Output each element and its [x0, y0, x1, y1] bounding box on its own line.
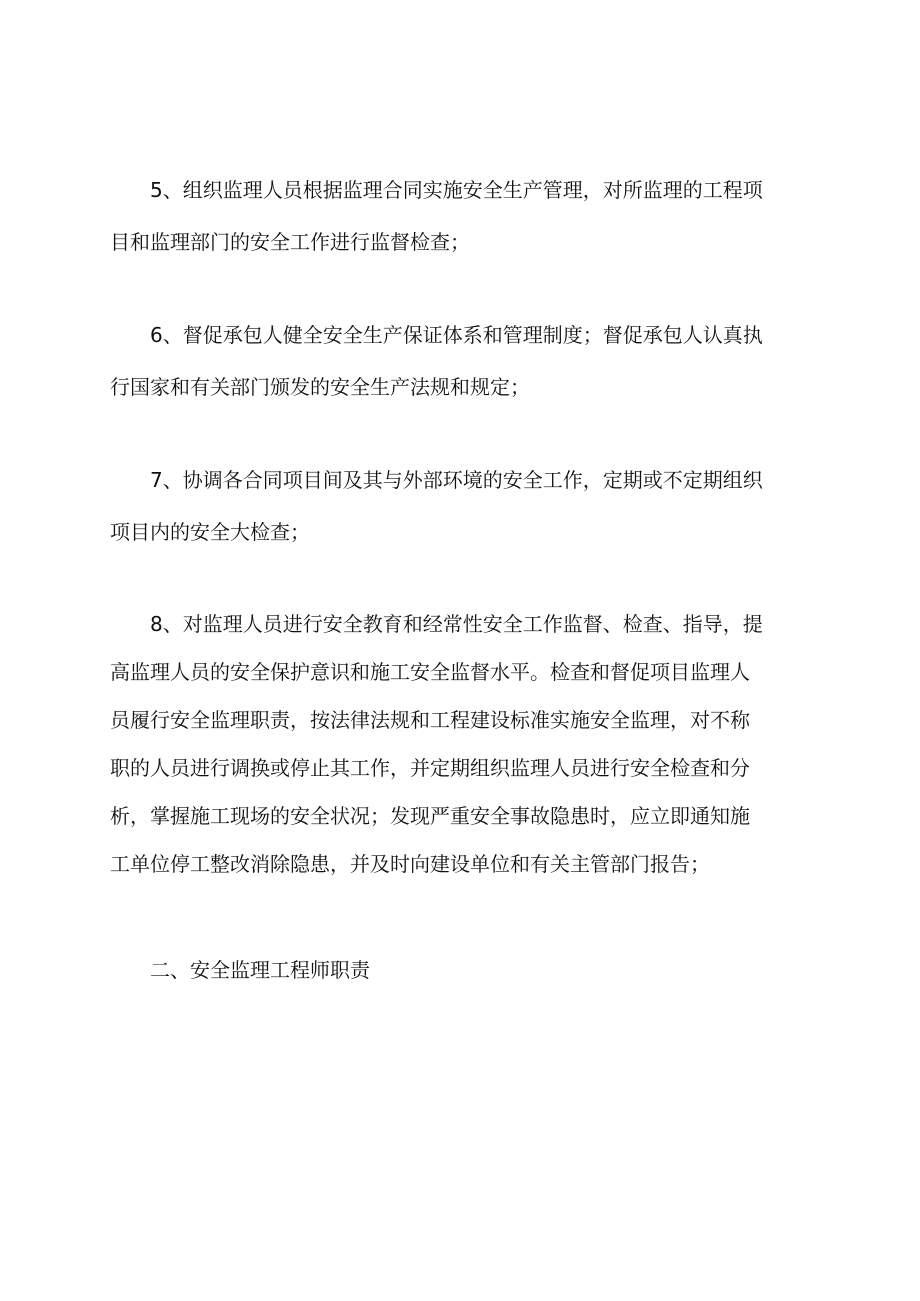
paragraph-line: 目和监理部门的安全工作进行监督检查； — [110, 230, 470, 254]
paragraph-line: 项目内的安全大检查； — [110, 520, 310, 544]
paragraph-line: 员履行安全监理职责，按法律法规和工程建设标准实施安全监理，对不称 — [110, 708, 750, 732]
paragraph-line: 8、对监理人员进行安全教育和经常性安全工作监督、检查、指导，提 — [150, 612, 763, 636]
section-heading: 二、安全监理工程师职责 — [150, 958, 370, 982]
paragraph-line: 高监理人员的安全保护意识和施工安全监督水平。检查和督促项目监理人 — [110, 660, 750, 684]
paragraph-line: 职的人员进行调换或停止其工作，并定期组织监理人员进行安全检查和分 — [110, 756, 750, 780]
paragraph-line: 行国家和有关部门颁发的安全生产法规和规定； — [110, 375, 530, 399]
paragraph-line: 工单位停工整改消除隐患，并及时向建设单位和有关主管部门报告； — [110, 852, 710, 876]
paragraph-line: 6、督促承包人健全安全生产保证体系和管理制度；督促承包人认真执 — [150, 323, 763, 347]
paragraph-line: 析，掌握施工现场的安全状况；发现严重安全事故隐患时，应立即通知施 — [110, 804, 750, 828]
paragraph-line: 5、组织监理人员根据监理合同实施安全生产管理，对所监理的工程项 — [150, 178, 763, 202]
paragraph-line: 7、协调各合同项目间及其与外部环境的安全工作，定期或不定期组织 — [150, 468, 763, 492]
